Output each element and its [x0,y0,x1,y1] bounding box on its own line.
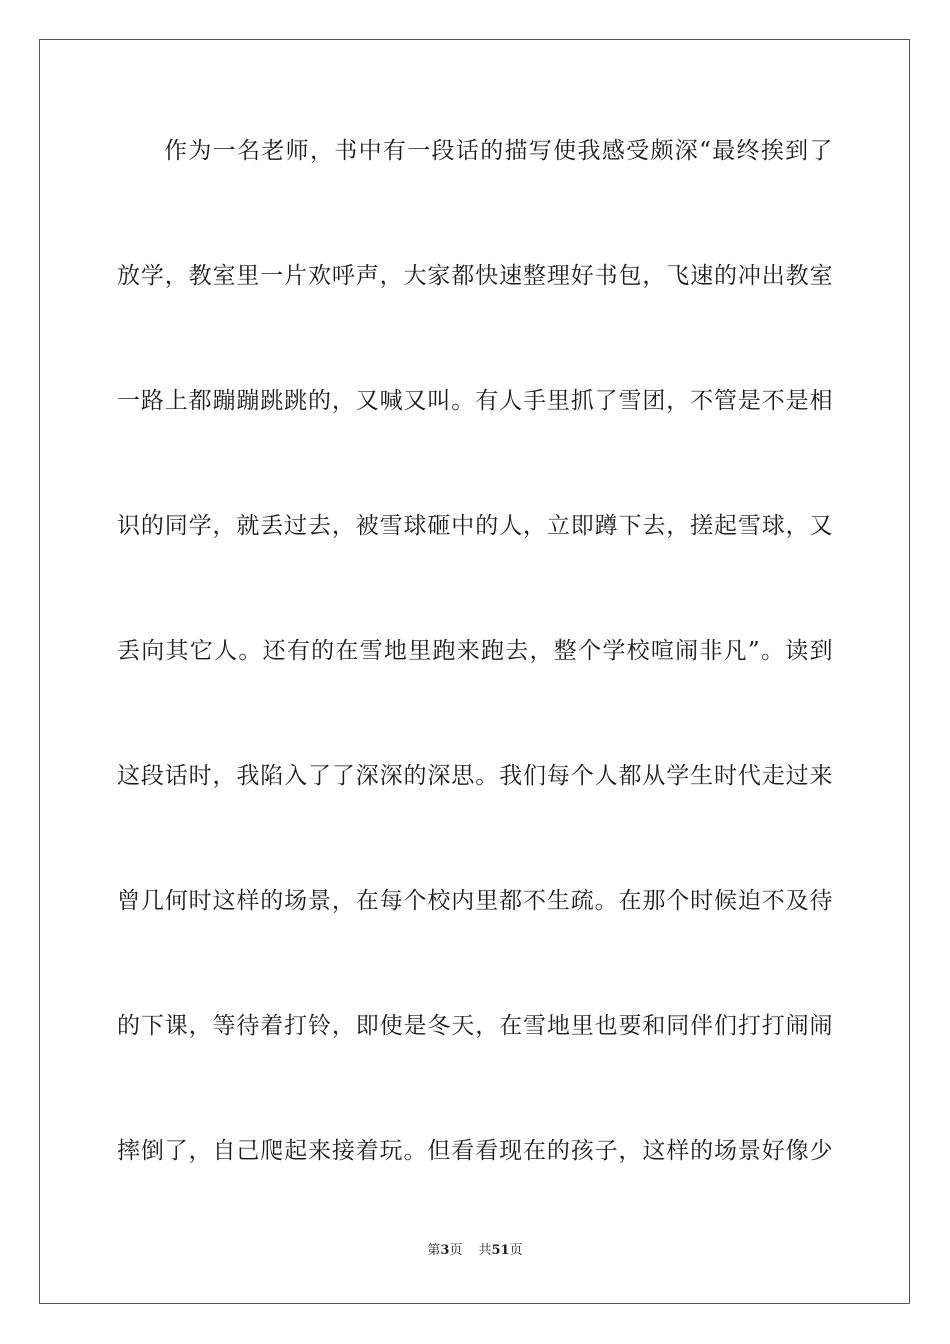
text-line: 这段话时，我陷入了了深深的深思。我们每个人都从学生时代走过来 [117,763,833,789]
page-footer [0,1243,950,1259]
text-line: 识的同学，就丢过去，被雪球砸中的人，立即蹲下去，搓起雪球，又 [117,513,833,539]
text-line: 的下课，等待着打铃，即使是冬天，在雪地里也要和同伴们打打闹闹 [117,1013,833,1039]
page-suffix: 页 [449,1243,463,1258]
text-line: 摔倒了，自己爬起来接着玩。但看看现在的孩子，这样的场景好像少 [117,1138,833,1164]
page-border [39,39,910,1304]
text-line: 曾几何时这样的场景，在每个校内里都不生疏。在那个时候迫不及待 [117,888,833,914]
text-line: 放学，教室里一片欢呼声，大家都快速整理好书包，飞速的冲出教室 [117,263,833,289]
page-number: 3 [440,1243,450,1258]
page-prefix: 第 [427,1243,441,1258]
total-pages: 51 [491,1243,510,1258]
text-line: 一路上都蹦蹦跳跳的，又喊又叫。有人手里抓了雪团，不管是不是相 [117,388,833,414]
text-line: 丢向其它人。还有的在雪地里跑来跑去，整个学校喧闹非凡”。读到 [117,638,833,664]
total-suffix: 页 [509,1243,523,1258]
total-prefix: 共 [478,1243,492,1258]
text-line: 作为一名老师，书中有一段话的描写使我感受颇深“最终挨到了 [164,138,833,164]
